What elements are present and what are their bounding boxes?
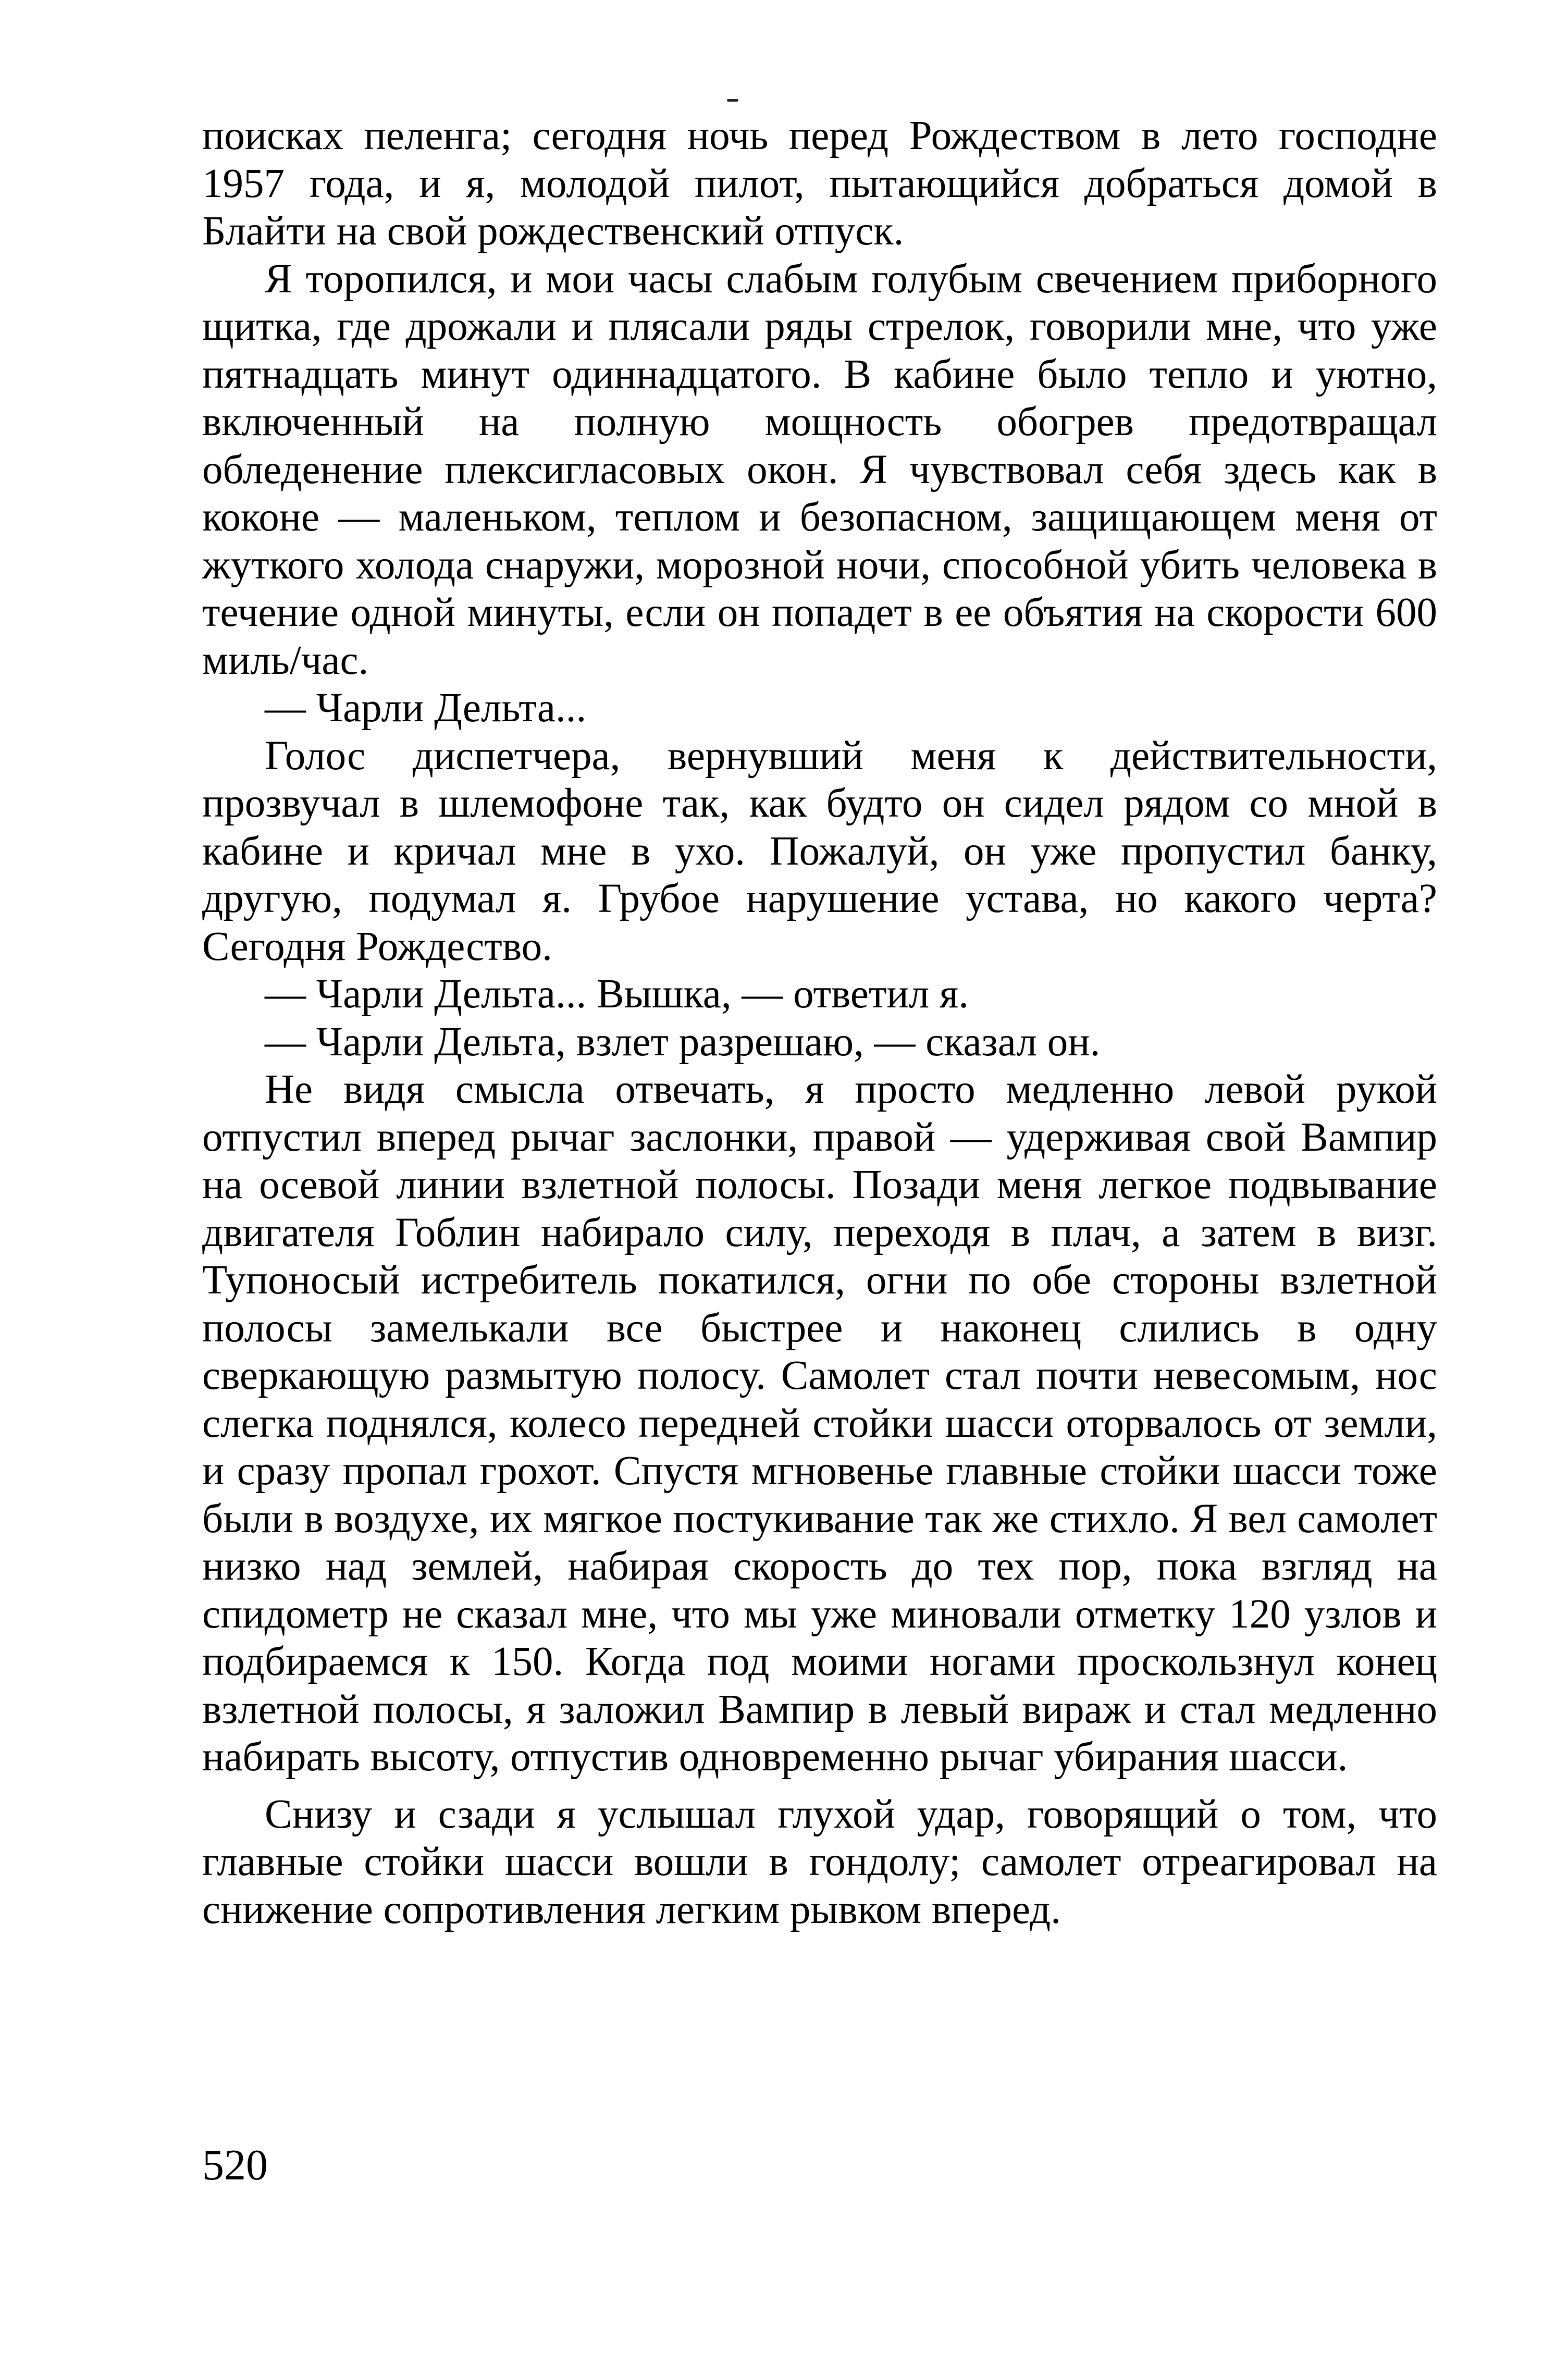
dialogue-tower-reply: — Чарли Дельта... Вышка, — ответил я. xyxy=(265,971,969,1017)
paragraph-dispatcher-voice: Голос диспетчера, вернувший меня к действительности, прозвучал в шлемофоне так, как будто он сидел рядом со мной в кабине и кричал мне в ухо. Пожалуй, он уже пропустил банку, другую, подумал я. Грубое нарушение устава, но какого черта? Сегодня Рождество. xyxy=(202,733,1437,969)
paragraph-takeoff: Не видя смысла отвечать, я просто медленно левой рукой отпустил вперед рычаг заслонки, правой — удерживая свой Вампир на осевой линии взлетной полосы. Позади меня легкое подвывание двигателя Гоблин набирало силу, переходя в плач, а затем в визг. Тупоносый истребитель покатился, огни по обе стороны взлетной полосы замелькали все быстрее и наконец слились в одну сверкающую размытую полосу. Самолет стал почти невесомым, нос слегка поднялся, колесо передней стойки шасси оторвалось от земли, и сразу пропал грохот. Спустя мгновенье главные стойки шасси тоже были в воздухе, их мягкое постукивание так же стихло. Я вел самолет низко над землей, набирая скорость до тех пор, пока взгляд на спидометр не сказал мне, что мы уже миновали отметку 120 узлов и подбираемся к 150. Когда под моими ногами проскользнул конец взлетной полосы, я заложил Вампир в левый вираж и стал медленно набирать высоту, отпустив одновременно рычаг убирания шасси. xyxy=(202,1067,1437,1780)
page-number: 520 xyxy=(202,2141,268,2189)
scan-artifact-mark xyxy=(727,99,738,102)
paragraph-continuation: поисках пеленга; сегодня ночь перед Рождеством в лето господне 1957 года, и я, молодой пилот, пытающийся добраться домой в Блайти на свой рождественский отпуск. xyxy=(202,113,1437,254)
page-body-text xyxy=(202,112,1437,1933)
paragraph-hurry: Я торопился, и мои часы слабым голубым свечением приборного щитка, где дрожали и плясали ряды стрелок, говорили мне, что уже пятнадцать минут одиннадцатого. В кабине было тепло и уютно, включенный на полную мощность обогрев предотвращал обледенение плексигласовых окон. Я чувствовал себя здесь как в коконе — маленьком, теплом и безопасном, защищающем меня от жуткого холода снаружи, морозной ночи, способной убить человека в течение одной минуты, если он попадет в ее объятия на скорости 600 миль/час. xyxy=(202,256,1437,683)
dialogue-takeoff-clearance: — Чарли Дельта, взлет разрешаю, — сказал он. xyxy=(265,1019,1101,1065)
paragraph-gear-retract: Снизу и сзади я услышал глухой удар, говорящий о том, что главные стойки шасси вошли в гондолу; самолет отреагировал на снижение сопротивления легким рывком вперед. xyxy=(202,1791,1437,1932)
dialogue-charlie-delta: — Чарли Дельта... xyxy=(265,685,587,731)
